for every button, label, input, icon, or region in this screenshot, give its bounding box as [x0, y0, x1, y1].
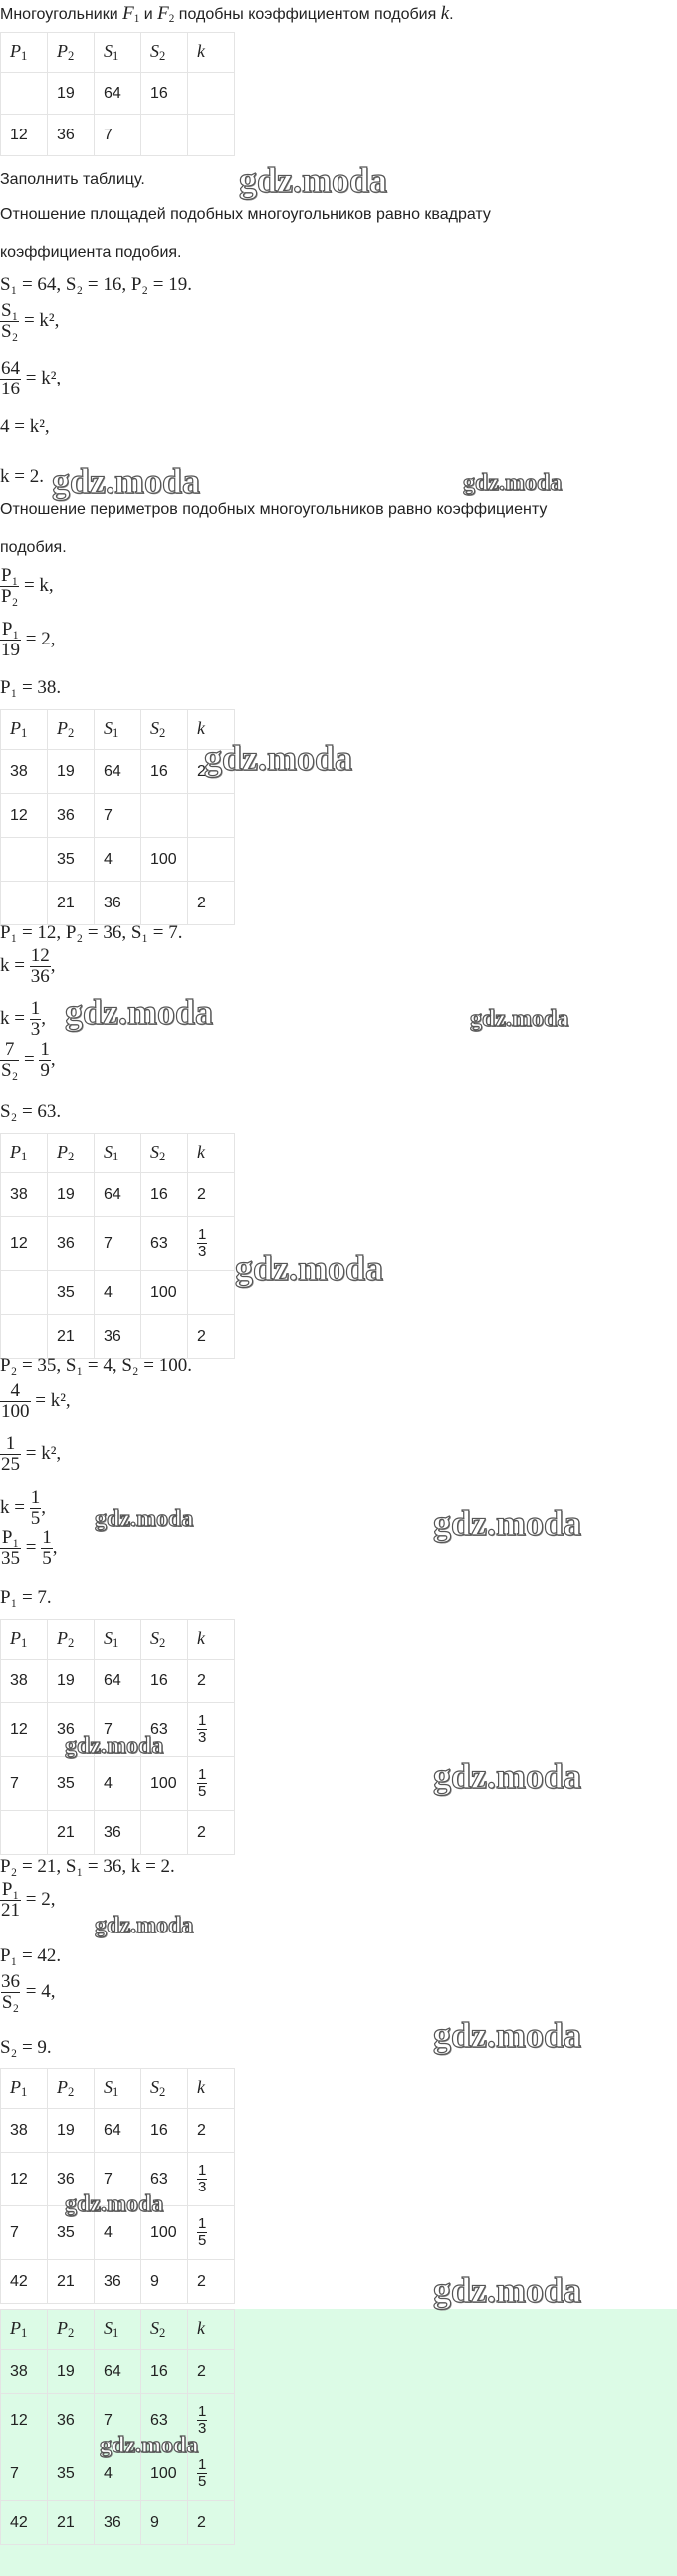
- table-cell: 36: [95, 1315, 141, 1359]
- table-cell: 4: [95, 1271, 141, 1315]
- table-cell: 7: [95, 1703, 141, 1757]
- table-row: [1, 2260, 235, 2304]
- table-cell: 36: [95, 2501, 141, 2545]
- table-cell: 21: [48, 882, 95, 925]
- table-cell: [1, 1811, 48, 1855]
- table-cell: [1, 838, 48, 882]
- table-cell: 36: [48, 1703, 95, 1757]
- table-cell: 7: [1, 2206, 48, 2260]
- table-row: [1, 2109, 235, 2153]
- step3-formula-2: k = $\frac{1}{3}$ ,: [0, 998, 46, 1040]
- table-cell: 36: [95, 882, 141, 925]
- table-cell: 7: [1, 1757, 48, 1811]
- table-row: [1, 750, 235, 794]
- table-cell: [188, 1271, 235, 1315]
- watermark: gdz.moda: [204, 738, 353, 778]
- table-cell: 100: [141, 2447, 188, 2501]
- table-cell: 21: [48, 2501, 95, 2545]
- table-cell: 100: [141, 1757, 188, 1811]
- table-cell: 7: [95, 115, 141, 156]
- step3-eq-4: S₂ = 63.: [0, 1101, 62, 1122]
- table-header-cell: k: [188, 1620, 235, 1660]
- table-cell: [188, 838, 235, 882]
- table-header-cell: k: [188, 710, 235, 750]
- table-header-cell: $S_1$: [95, 1134, 141, 1173]
- table-cell: 36: [48, 2153, 95, 2206]
- table-step-2: [0, 709, 235, 925]
- table-cell: 100: [141, 2206, 188, 2260]
- watermark: gdz.moda: [470, 1006, 569, 1032]
- table-cell: 38: [1, 1173, 48, 1217]
- step4-eq-5: P₁ = 7.: [0, 1587, 52, 1608]
- table-header-cell: $P_2$: [48, 1620, 95, 1660]
- table-cell: [188, 115, 235, 156]
- table-cell: 7: [95, 2153, 141, 2206]
- table-cell: $\frac{1}{3}$: [188, 2153, 235, 2206]
- problem-statement: Многоугольники $F_1$ и $F_2$ подобны коэффициентом подобия k.: [0, 3, 454, 25]
- table-cell: 36: [48, 1217, 95, 1271]
- watermark: gdz.moda: [433, 2270, 582, 2310]
- table-row: [1, 1660, 235, 1703]
- table-cell: 9: [141, 2501, 188, 2545]
- table-cell: 64: [95, 2109, 141, 2153]
- table-cell: 2: [188, 2260, 235, 2304]
- table-header-cell: $P_2$: [48, 2069, 95, 2109]
- step2-eq-3: P₁ = 38.: [0, 677, 62, 698]
- step4-formula-2: $\frac{1}{25}$ = k²,: [1, 1433, 62, 1475]
- table-cell: 63: [141, 2153, 188, 2206]
- watermark: gdz.moda: [433, 1756, 582, 1796]
- table-cell: 35: [48, 2206, 95, 2260]
- watermark: gdz.moda: [235, 1248, 384, 1288]
- table-cell: 7: [95, 794, 141, 838]
- table-step-3: [0, 1133, 235, 1359]
- table-header-cell: $S_2$: [141, 1134, 188, 1173]
- table-header-cell: $P_2$: [48, 2310, 95, 2350]
- table-cell: 21: [48, 1315, 95, 1359]
- table-cell: 16: [141, 73, 188, 115]
- table-cell: 64: [95, 750, 141, 794]
- table-cell: 2: [188, 1811, 235, 1855]
- table-cell: 36: [95, 1811, 141, 1855]
- table-cell: $\frac{1}{3}$: [188, 2394, 235, 2447]
- table-cell: 7: [95, 2394, 141, 2447]
- table-cell: 64: [95, 2350, 141, 2394]
- table-cell: [141, 1315, 188, 1359]
- table-row: [1, 1757, 235, 1811]
- final-answer-table: [0, 2309, 235, 2545]
- watermark: gdz.moda: [433, 1503, 582, 1543]
- table-header-cell: $S_2$: [141, 1620, 188, 1660]
- table-cell: $\frac{1}{5}$: [188, 2447, 235, 2501]
- step1-given: S₁ = 64, S₂ = 16, P₂ = 19.: [0, 274, 192, 295]
- table-row: [1, 794, 235, 838]
- table-cell: 36: [95, 2260, 141, 2304]
- table-row: [1, 73, 235, 115]
- table-cell: 38: [1, 2350, 48, 2394]
- step4-formula-4: $\frac{\text{P₁}}{35}$ = $\frac{1}{5}$ ,: [1, 1527, 58, 1569]
- table-cell: $\frac{1}{3}$: [188, 1703, 235, 1757]
- table-cell: 12: [1, 115, 48, 156]
- table-row: [1, 1217, 235, 1271]
- table-cell: 63: [141, 1703, 188, 1757]
- table-cell: 7: [1, 2447, 48, 2501]
- table-cell: [1, 73, 48, 115]
- table-cell: 4: [95, 1757, 141, 1811]
- table-cell: 35: [48, 838, 95, 882]
- table-cell: 64: [95, 1660, 141, 1703]
- watermark: gdz.moda: [95, 1506, 194, 1532]
- watermark: gdz.moda: [100, 2433, 199, 2458]
- table-cell: 12: [1, 794, 48, 838]
- table-cell: 16: [141, 2109, 188, 2153]
- table-cell: 12: [1, 1703, 48, 1757]
- table-cell: 19: [48, 73, 95, 115]
- table-cell: 16: [141, 2350, 188, 2394]
- table-cell: 100: [141, 1271, 188, 1315]
- step5-formula-2: $\frac{36}{\text{S₂}}$ = 4,: [1, 1971, 56, 2013]
- fill-table-text: Заполнить таблицу.: [0, 171, 145, 188]
- table-cell: 36: [48, 115, 95, 156]
- table-header-cell: $S_1$: [95, 710, 141, 750]
- step5-formula-1: $\frac{\text{P₁}}{21}$ = 2,: [1, 1879, 56, 1921]
- step1-formula-2: $\frac{64}{16}$ = k²,: [1, 358, 62, 399]
- table-cell: 38: [1, 750, 48, 794]
- table-cell: [1, 1315, 48, 1359]
- table-cell: 38: [1, 2109, 48, 2153]
- table-cell: 63: [141, 2394, 188, 2447]
- table-header-cell: $P_2$: [48, 1134, 95, 1173]
- area-rule-text: Отношение площадей подобных многоугольников равно квадрату: [0, 206, 491, 223]
- table-cell: 19: [48, 2109, 95, 2153]
- watermark: gdz.moda: [65, 1733, 164, 1759]
- table-cell: [141, 115, 188, 156]
- table-header-cell: $P_1$: [1, 1620, 48, 1660]
- table-cell: 2: [188, 750, 235, 794]
- table-cell: 100: [141, 838, 188, 882]
- table-cell: 16: [141, 1173, 188, 1217]
- table-header-cell: $P_1$: [1, 1134, 48, 1173]
- step2-formula-2: $\frac{\text{P₁}}{19}$ = 2,: [1, 619, 56, 660]
- table-header-cell: $P_1$: [1, 2069, 48, 2109]
- table-cell: [188, 73, 235, 115]
- table-cell: [141, 1811, 188, 1855]
- table-cell: 35: [48, 1757, 95, 1811]
- table-cell: 19: [48, 1660, 95, 1703]
- table-row: [1, 1173, 235, 1217]
- table-cell: 12: [1, 1217, 48, 1271]
- table-header-cell: $S_1$: [95, 2069, 141, 2109]
- table-cell: 2: [188, 882, 235, 925]
- table-cell: 36: [48, 794, 95, 838]
- step2-formula-1: $\frac{\text{P₁}}{\text{P₂}}$ = k,: [1, 565, 54, 607]
- table-header-cell: $P_1$: [1, 2310, 48, 2350]
- table-cell: [141, 882, 188, 925]
- perimeter-rule-text: Отношение периметров подобных многоугольников равно коэффициенту: [0, 501, 548, 518]
- table-cell: 4: [95, 838, 141, 882]
- table-header-cell: k: [188, 33, 235, 73]
- table-header-cell: $S_1$: [95, 2310, 141, 2350]
- table-cell: [141, 794, 188, 838]
- step3-formula-1: k = $\frac{12}{36}$ ,: [0, 945, 56, 987]
- table-row: [1, 2501, 235, 2545]
- watermark: gdz.moda: [95, 1913, 194, 1938]
- table-cell: 21: [48, 2260, 95, 2304]
- table-cell: 16: [141, 750, 188, 794]
- table-cell: 12: [1, 2394, 48, 2447]
- table-cell: 42: [1, 2501, 48, 2545]
- step1-eq-3: 4 = k²,: [0, 416, 50, 437]
- table-row: [1, 115, 235, 156]
- step1-formula-1: $\frac{\text{S₁}}{\text{S₂}}$ = k²,: [1, 300, 60, 342]
- table-cell: 4: [95, 2447, 141, 2501]
- step5-eq-2: P₁ = 42.: [0, 1945, 62, 1966]
- table-header-cell: $S_1$: [95, 1620, 141, 1660]
- table-header-cell: k: [188, 2310, 235, 2350]
- table-header-cell: $P_1$: [1, 33, 48, 73]
- table-cell: 19: [48, 2350, 95, 2394]
- watermark: gdz.moda: [65, 2191, 164, 2217]
- table-row: [1, 1271, 235, 1315]
- table-cell: 2: [188, 2109, 235, 2153]
- table-cell: 63: [141, 1217, 188, 1271]
- table-cell: 2: [188, 2501, 235, 2545]
- table-header-cell: k: [188, 2069, 235, 2109]
- perimeter-rule-text-2: подобия.: [0, 539, 67, 556]
- step4-formula-3: k = $\frac{1}{5}$ ,: [0, 1487, 46, 1529]
- table-cell: 2: [188, 2350, 235, 2394]
- step5-given: P₂ = 21, S₁ = 36, k = 2.: [0, 1856, 175, 1877]
- table-row: [1, 882, 235, 925]
- table-cell: 19: [48, 750, 95, 794]
- given-table: [0, 32, 235, 156]
- table-header-cell: $S_2$: [141, 33, 188, 73]
- table-cell: 16: [141, 1660, 188, 1703]
- table-cell: 19: [48, 1173, 95, 1217]
- table-cell: [1, 882, 48, 925]
- table-step-5: [0, 2068, 235, 2304]
- table-cell: 9: [141, 2260, 188, 2304]
- watermark: gdz.moda: [52, 461, 201, 501]
- table-row: [1, 2350, 235, 2394]
- table-cell: $\frac{1}{5}$: [188, 2206, 235, 2260]
- watermark: gdz.moda: [433, 2015, 582, 2055]
- table-cell: 21: [48, 1811, 95, 1855]
- table-header-cell: $P_2$: [48, 33, 95, 73]
- watermark: gdz.moda: [65, 992, 214, 1032]
- table-header-cell: $S_1$: [95, 33, 141, 73]
- step4-given: P₂ = 35, S₁ = 4, S₂ = 100.: [0, 1355, 192, 1376]
- table-header-cell: $S_2$: [141, 710, 188, 750]
- table-header-cell: $P_2$: [48, 710, 95, 750]
- table-row: [1, 1315, 235, 1359]
- table-row: [1, 1811, 235, 1855]
- table-header-cell: k: [188, 1134, 235, 1173]
- step5-eq-3: S₂ = 9.: [0, 2037, 52, 2058]
- step4-formula-1: $\frac{4}{100}$ = k²,: [1, 1380, 71, 1421]
- table-cell: 2: [188, 1660, 235, 1703]
- table-cell: 64: [95, 1173, 141, 1217]
- table-cell: 2: [188, 1315, 235, 1359]
- table-row: [1, 838, 235, 882]
- table-header-cell: $S_2$: [141, 2069, 188, 2109]
- table-cell: [188, 794, 235, 838]
- table-cell: $\frac{1}{3}$: [188, 1217, 235, 1271]
- table-cell: 2: [188, 1173, 235, 1217]
- step3-given: P₁ = 12, P₂ = 36, S₁ = 7.: [0, 922, 183, 943]
- table-cell: 64: [95, 73, 141, 115]
- table-cell: 35: [48, 1271, 95, 1315]
- table-header-cell: $P_1$: [1, 710, 48, 750]
- step1-eq-4: k = 2.: [0, 466, 44, 487]
- watermark: gdz.moda: [463, 470, 563, 496]
- table-cell: [1, 1271, 48, 1315]
- table-cell: 12: [1, 2153, 48, 2206]
- table-cell: $\frac{1}{5}$: [188, 1757, 235, 1811]
- watermark: gdz.moda: [239, 160, 388, 200]
- table-cell: 7: [95, 1217, 141, 1271]
- table-cell: 38: [1, 1660, 48, 1703]
- area-rule-text-2: коэффициента подобия.: [0, 244, 182, 261]
- table-cell: 35: [48, 2447, 95, 2501]
- table-cell: 42: [1, 2260, 48, 2304]
- table-cell: 36: [48, 2394, 95, 2447]
- table-cell: 4: [95, 2206, 141, 2260]
- step3-formula-3: $\frac{7}{\text{S₂}}$ = $\frac{1}{9}$ ,: [1, 1039, 56, 1081]
- table-header-cell: $S_2$: [141, 2310, 188, 2350]
